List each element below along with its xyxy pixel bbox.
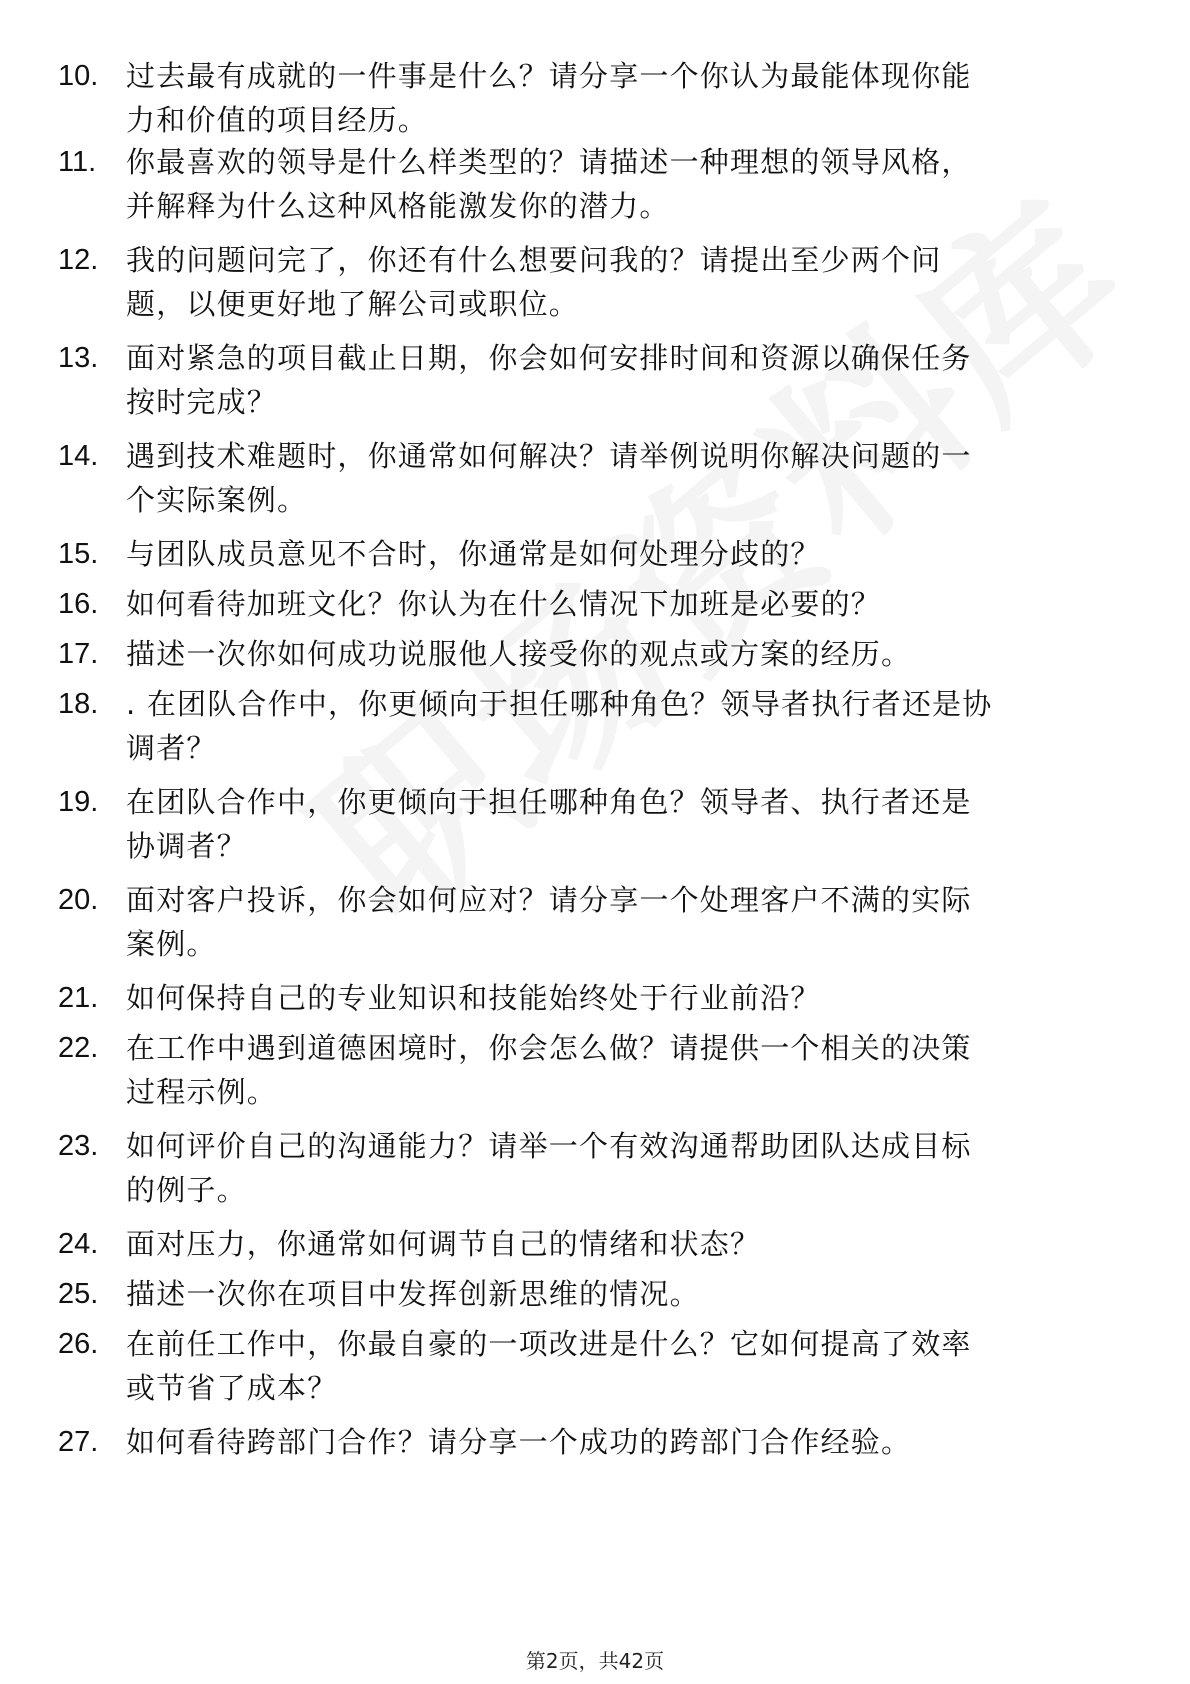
question-text xyxy=(126,582,1126,626)
question-text-line: 或节省了成本？ xyxy=(126,1371,338,1405)
question-text xyxy=(126,780,1126,868)
question-number: 15. xyxy=(58,538,99,570)
question-text xyxy=(126,878,1126,966)
question-number: 12. xyxy=(58,244,99,276)
question-number: 24. xyxy=(58,1228,99,1260)
question-text-line: 如何看待跨部门合作？请分享一个成功的跨部门合作经验。 xyxy=(126,1425,912,1459)
question-number: 17. xyxy=(58,638,99,670)
question-number: 20. xyxy=(58,884,99,916)
question-number: 22. xyxy=(58,1032,99,1064)
question-number: 14. xyxy=(58,440,99,472)
question-text-line: 题，以便更好地了解公司或职位。 xyxy=(126,287,580,321)
question-text xyxy=(126,336,1126,424)
question-text xyxy=(126,1026,1126,1114)
question-text xyxy=(126,976,1126,1020)
question-text-line: 面对压力，你通常如何调节自己的情绪和状态？ xyxy=(126,1227,761,1261)
question-text-line: 与团队成员意见不合时，你通常是如何处理分歧的？ xyxy=(126,537,821,571)
question-text-line: 描述一次你在项目中发挥创新思维的情况。 xyxy=(126,1277,700,1311)
question-text xyxy=(126,1322,1126,1410)
question-text-line: 协调者？ xyxy=(126,829,247,863)
question-text-line: 在工作中遇到道德困境时，你会怎么做？请提供一个相关的决策 xyxy=(126,1031,972,1065)
question-number: 26. xyxy=(58,1328,99,1360)
question-text-line: 的例子。 xyxy=(126,1173,247,1207)
question-text xyxy=(126,1272,1126,1316)
question-text-line: 如何评价自己的沟通能力？请举一个有效沟通帮助团队达成目标 xyxy=(126,1129,972,1163)
question-number: 18. xyxy=(58,688,99,720)
question-text-line: 案例。 xyxy=(126,927,217,961)
question-text-line: 你最喜欢的领导是什么样类型的？请描述一种理想的领导风格， xyxy=(126,145,972,179)
question-text-line: 描述一次你如何成功说服他人接受你的观点或方案的经历。 xyxy=(126,637,912,671)
question-text-line: 遇到技术难题时，你通常如何解决？请举例说明你解决问题的一 xyxy=(126,439,972,473)
question-text-line: 过去最有成就的一件事是什么？请分享一个你认为最能体现你能 xyxy=(126,59,972,93)
question-number: 10. xyxy=(58,60,99,92)
question-text xyxy=(126,1420,1126,1464)
question-text-line: 并解释为什么这种风格能激发你的潜力。 xyxy=(126,189,670,223)
question-text xyxy=(126,1124,1126,1212)
question-text-line: 个实际案例。 xyxy=(126,483,308,517)
question-text-line: 力和价值的项目经历。 xyxy=(126,103,429,137)
question-number: 16. xyxy=(58,588,99,620)
question-number: 11. xyxy=(58,146,97,178)
question-text-line: 面对客户投诉，你会如何应对？请分享一个处理客户不满的实际 xyxy=(126,883,972,917)
question-number: 19. xyxy=(58,786,99,818)
question-text xyxy=(126,238,1126,326)
question-text xyxy=(126,532,1126,576)
question-text xyxy=(126,1222,1126,1266)
question-number: 21. xyxy=(58,982,99,1014)
question-text-line: 如何保持自己的专业知识和技能始终处于行业前沿？ xyxy=(126,981,821,1015)
question-text-line: . 在团队合作中，你更倾向于担任哪种角色？领导者执行者还是协 xyxy=(126,687,993,721)
question-text-line: 我的问题问完了，你还有什么想要问我的？请提出至少两个问 xyxy=(126,243,942,277)
question-number: 27. xyxy=(58,1426,99,1458)
question-number: 13. xyxy=(58,342,99,374)
question-number: 23. xyxy=(58,1130,99,1162)
question-text-line: 调者？ xyxy=(126,731,217,765)
question-text xyxy=(126,434,1126,522)
question-text xyxy=(126,682,1126,770)
question-text-line: 过程示例。 xyxy=(126,1075,278,1109)
question-text-line: 按时完成？ xyxy=(126,385,278,419)
question-text xyxy=(126,632,1126,676)
page-footer: 第2页，共42页 xyxy=(525,1649,665,1673)
question-text-line: 在团队合作中，你更倾向于担任哪种角色？领导者、执行者还是 xyxy=(126,785,972,819)
question-text xyxy=(126,54,1126,142)
question-text-line: 在前任工作中，你最自豪的一项改进是什么？它如何提高了效率 xyxy=(126,1327,972,1361)
question-text-line: 面对紧急的项目截止日期，你会如何安排时间和资源以确保任务 xyxy=(126,341,972,375)
question-number: 25. xyxy=(58,1278,99,1310)
question-text-line: 如何看待加班文化？你认为在什么情况下加班是必要的？ xyxy=(126,587,882,621)
question-text xyxy=(126,140,1126,228)
